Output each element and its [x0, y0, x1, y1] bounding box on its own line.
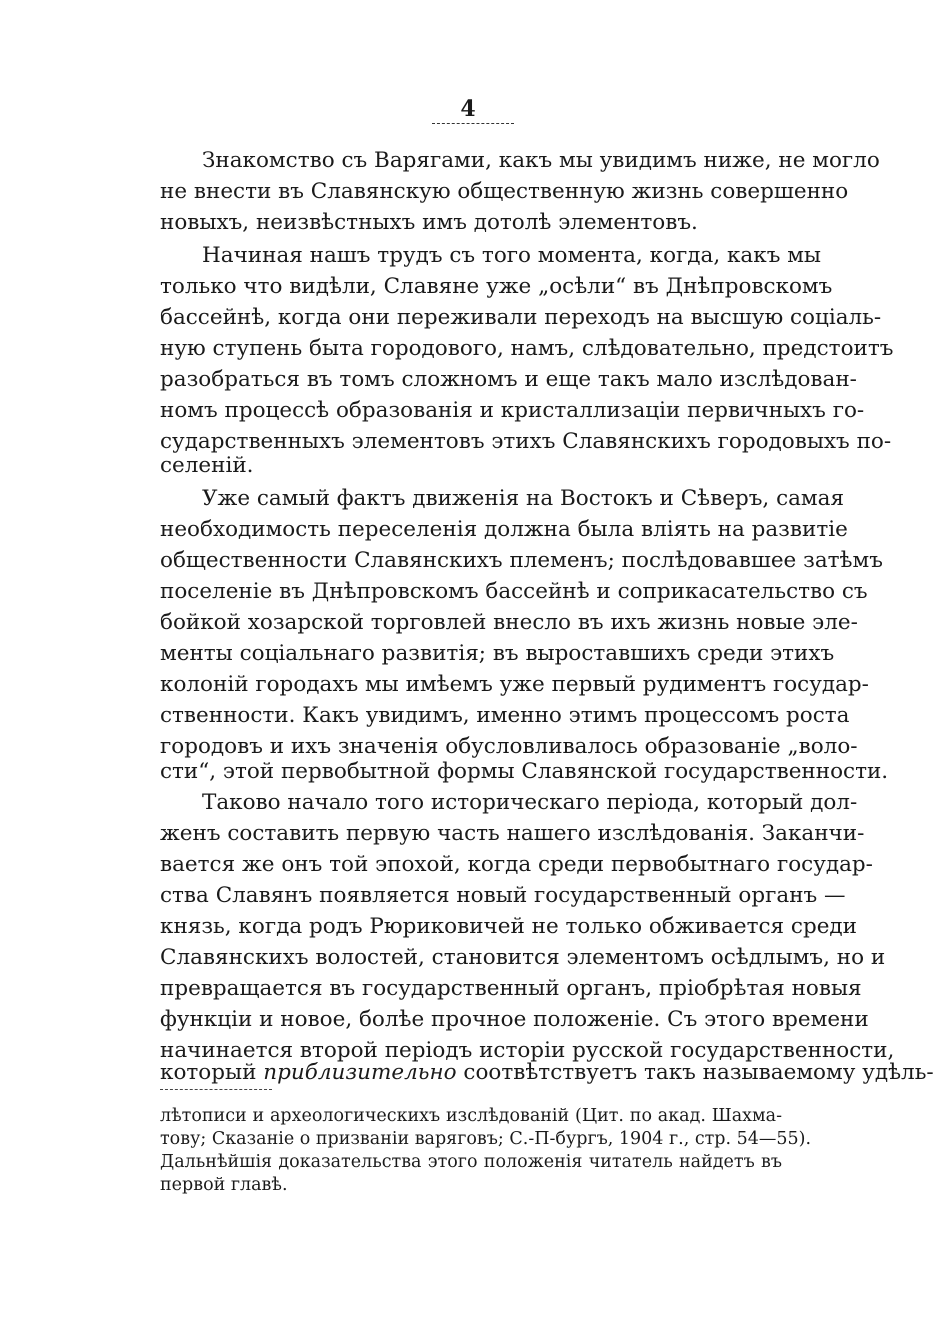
text-line: только что видѣли, Славяне уже „осѣли“ въ Днѣпровскомъ [160, 274, 833, 299]
text-line: ную ступень быта городового, намъ, слѣдовательно, предстоитъ [160, 336, 894, 361]
text-line [160, 1058, 934, 1088]
text-line: князь, когда родъ Рюриковичей не только обживается среди [160, 914, 857, 939]
text-line: номъ процессѣ образованія и кристаллизаціи первичныхъ го- [160, 398, 865, 423]
text-line: женъ составить первую часть нашего изслѣдованія. Заканчи- [160, 821, 865, 846]
page-number: 4 [460, 96, 476, 122]
text-line: Начиная нашъ трудъ съ того момента, когда, какъ мы [202, 243, 822, 268]
text-line: сти“, этой первобытной формы Славянской государственности. [160, 759, 889, 784]
text-line: не внести въ Славянскую общественную жизнь совершенно [160, 179, 849, 204]
text-line: поселеніе въ Днѣпровскомъ бассейнѣ и соприкасательство съ [160, 579, 868, 604]
text-line: начинается второй періодъ исторіи русской государственности, [160, 1038, 895, 1063]
text-line: городовъ и ихъ значенія обусловливалось образованіе „воло- [160, 734, 858, 759]
footnote-line: Дальнѣйшія доказательства этого положенія читатель найдетъ въ [160, 1152, 782, 1172]
text-line: общественности Славянскихъ племенъ; послѣдовавшее затѣмъ [160, 548, 883, 573]
text-segment: который [160, 1060, 264, 1085]
text-line: колоній городахъ мы имѣемъ уже первый рудиментъ государ- [160, 672, 869, 697]
text-line: Уже самый фактъ движенія на Востокъ и Сѣверъ, самая [202, 486, 845, 511]
footnote-line: тову; Сказаніе о призваніи варяговъ; С.-П-бургъ, 1904 г., стр. 54—55). [160, 1129, 812, 1149]
text-line: функціи и новое, болѣе прочное положеніе. Съ этого времени [160, 1007, 869, 1032]
text-segment: соотвѣтствуетъ такъ называемому удѣль- [456, 1060, 934, 1085]
text-line: сударственныхъ элементовъ этихъ Славянскихъ городовыхъ по- [160, 429, 892, 454]
text-line: ства Славянъ появляется новый государственный органъ — [160, 883, 846, 908]
text-line: вается же онъ той эпохой, когда среди первобытнаго государ- [160, 852, 873, 877]
footnote-line: лѣтописи и археологическихъ изслѣдованій (Цит. по акад. Шахма- [160, 1106, 782, 1126]
footnote-rule [160, 1089, 272, 1090]
text-line: разобраться въ томъ сложномъ и еще такъ мало изслѣдован- [160, 367, 857, 392]
text-line: новыхъ, неизвѣстныхъ имъ дотолѣ элементовъ. [160, 210, 698, 235]
text-line: селеній. [160, 453, 254, 478]
text-line: Знакомство съ Варягами, какъ мы увидимъ ниже, не могло [202, 148, 880, 173]
text-line: бойкой хозарской торговлей внесло въ ихъ жизнь новые эле- [160, 610, 858, 635]
text-line: менты соціальнаго развитія; въ выроставшихъ среди этихъ [160, 641, 835, 666]
text-line: необходимость переселенія должна была вліять на развитіе [160, 517, 848, 542]
text-line: превращается въ государственный органъ, пріобрѣтая новыя [160, 976, 862, 1001]
text-line: Славянскихъ волостей, становится элементомъ осѣдлымъ, но и [160, 945, 886, 970]
emphasized-word: приблизительно [263, 1060, 457, 1085]
text-line: ственности. Какъ увидимъ, именно этимъ процессомъ роста [160, 703, 850, 728]
text-line: Таково начало того историческаго періода, который дол- [202, 790, 858, 815]
footnote-line: первой главѣ. [160, 1175, 288, 1195]
text-line: бассейнѣ, когда они переживали переходъ на высшую соціаль- [160, 305, 882, 330]
page-number-rule [432, 123, 514, 124]
